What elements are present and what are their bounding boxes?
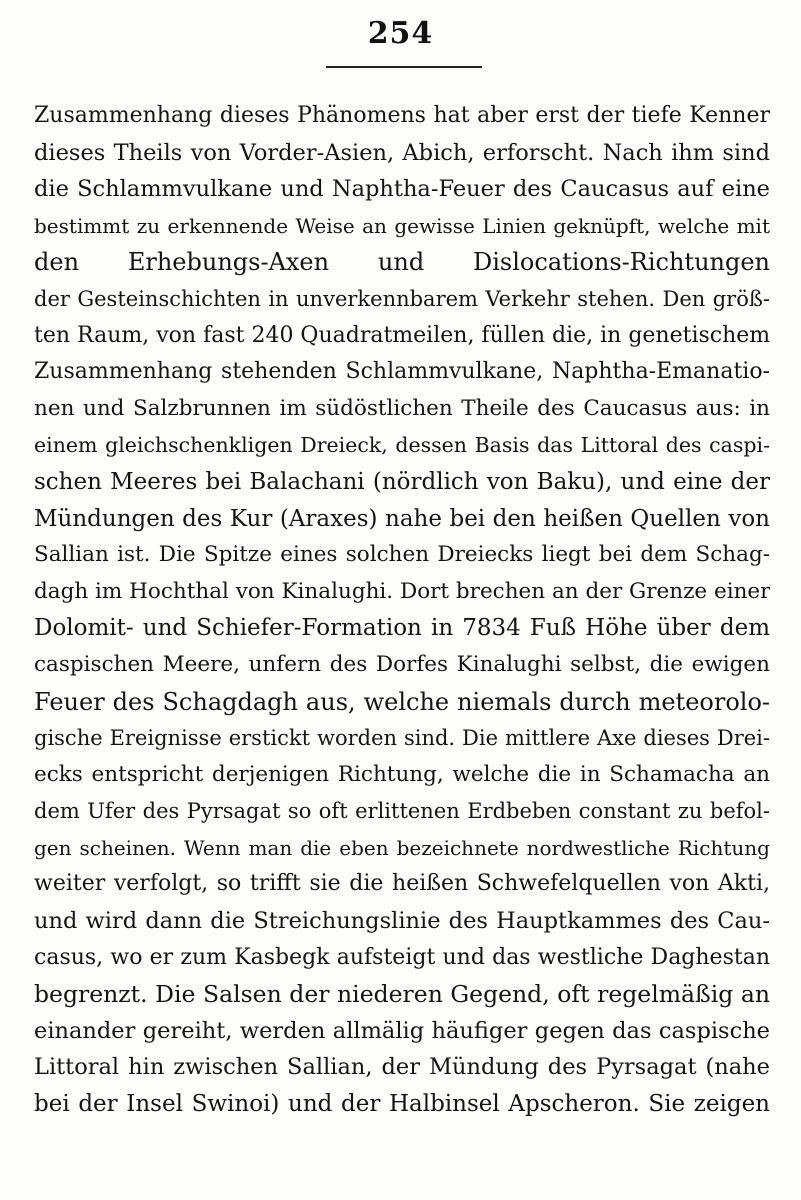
page-number: 254 (367, 16, 434, 51)
text-line: nen und Salzbrunnen im südöstlichen Theile des Caucasus aus: in (34, 395, 770, 421)
text-line: dieses Theils von Vorder-Asien, Abich, erforscht. Nach ihm sind (34, 139, 770, 166)
text-line: bestimmt zu erkennende Weise an gewisse Linien geknüpft, welche mit (34, 213, 770, 238)
text-line: Zusammenhang dieses Phänomens hat aber erst der tiefe Kenner (34, 103, 770, 128)
text-line: begrenzt. Die Salsen der niederen Gegend, oft regelmäßig an (34, 980, 770, 1009)
text-line: schen Meeres bei Balachani (nördlich von Baku), und eine der (34, 468, 770, 495)
text-line: gische Ereignisse erstickt worden sind. Die mittlere Axe dieses Drei- (34, 726, 770, 751)
text-line: Zusammenhang stehenden Schlammvulkane, Naphtha-Emanatio- (34, 359, 770, 385)
text-line: Feuer des Schagdagh aus, welche niemals durch meteorolo- (34, 687, 770, 716)
text-line: einander gereiht, werden allmälig häufiger gegen das caspische (34, 1017, 770, 1044)
text-line: und wird dann die Streichungslinie des Hauptkammes des Cau- (34, 908, 770, 935)
text-line: Littoral hin zwischen Sallian, der Mündung des Pyrsagat (nahe (34, 1054, 770, 1081)
text-line: den Erhebungs-Axen und Dislocations-Richtungen (34, 248, 770, 277)
text-line: der Gesteinschichten in unverkennbarem Verkehr stehen. Den größ- (34, 286, 770, 311)
text-line: die Schlammvulkane und Naphtha-Feuer des Caucasus auf eine (34, 176, 770, 203)
text-line: ecks entspricht derjenigen Richtung, welche die in Schamacha an (34, 761, 770, 787)
text-line: Mündungen des Kur (Araxes) nahe bei den heißen Quellen von (34, 505, 770, 532)
header-rule (326, 66, 482, 68)
text-line: caspischen Meere, unfern des Dorfes Kinalughi selbst, die ewigen (34, 651, 770, 677)
text-line: dagh im Hochthal von Kinalughi. Dort brechen an der Grenze einer (34, 578, 770, 604)
text-line: gen scheinen. Wenn man die eben bezeichnete nordwestliche Richtung (34, 835, 770, 860)
text-line: einem gleichschenkligen Dreieck, dessen Basis das Littoral des caspi- (34, 433, 770, 458)
text-line: bei der Insel Swinoi) und der Halbinsel Apscheron. Sie zeigen (34, 1091, 770, 1118)
text-line: dem Ufer des Pyrsagat so oft erlittenen Erdbeben constant zu befol- (34, 799, 770, 824)
text-line: Sallian ist. Die Spitze eines solchen Dreiecks liegt bei dem Schag- (34, 542, 770, 568)
text-line: weiter verfolgt, so trifft sie die heißen Schwefelquellen von Akti, (34, 871, 770, 897)
text-line: casus, wo er zum Kasbegk aufsteigt und das westliche Daghestan (34, 944, 770, 970)
text-line: Dolomit- und Schiefer-Formation in 7834 Fuß Höhe über dem (34, 615, 770, 642)
body-text (34, 98, 770, 1123)
text-line: ten Raum, von fast 240 Quadratmeilen, füllen die, in genetischem (34, 322, 770, 348)
